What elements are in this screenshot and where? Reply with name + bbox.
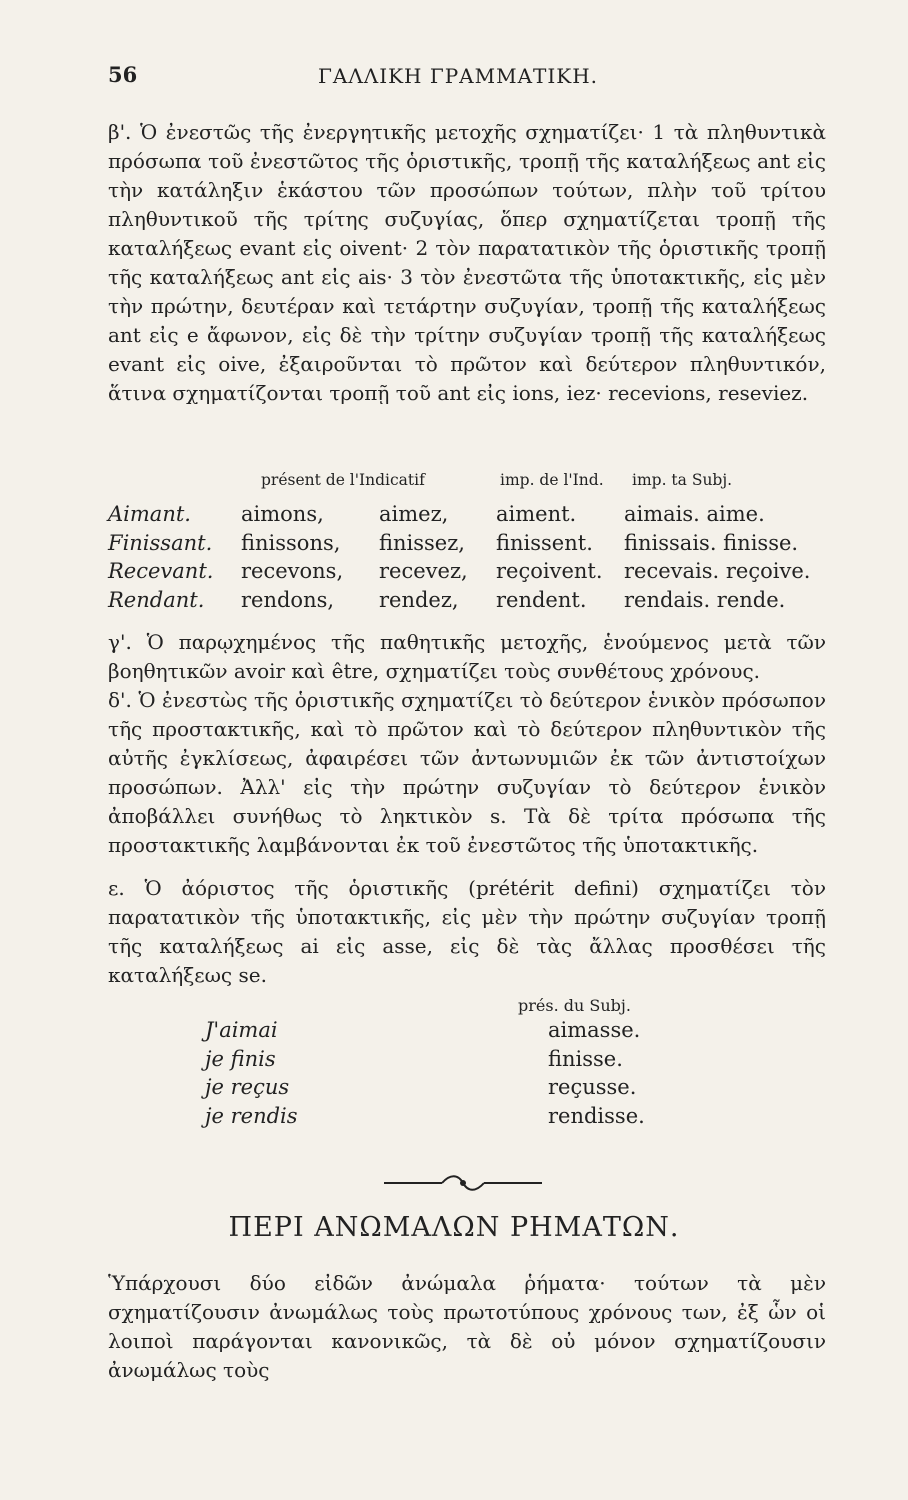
first-plural-cell: rendons, — [241, 587, 335, 612]
paragraph-irregular-verbs-text: Ὑπάρχουσι δύο εἰδῶν ἀνώμαλα ῥήματα· τούτων τὰ μὲν σχηματίζουσιν ἀνωμάλως τοὺς πρωτοτύπους χρόνους των, ἐξ ὧν οἱ λοιποὶ παράγονται κανονικῶς, τὰ δὲ οὐ μόνον σχηματίζουσιν ἀνωμάλως τοὺς — [108, 1271, 826, 1382]
imperfect-cell: rendais. rende. — [624, 587, 786, 612]
third-plural-cell: reçoivent. — [496, 559, 603, 583]
subjunctive-row — [205, 1073, 655, 1102]
paragraph-delta-text: δ'. Ὁ ἐνεστὼς τῆς ὁριστικῆς σχηματίζει τὸ δεύτερον ἑνικὸν πρόσωπον τῆς προστακτικῆς, καὶ τὸ πρῶτον καὶ τὸ δεύτερον πληθυντικὸν τῆς αὐτῆς ἐγκλίσεως, ἀφαιρέσει τῶν ἀντωνυμιῶν ἐκ τῶν ἀντιστοίχων προσώπων. Ἀλλ' εἰς τὴν πρώτην συζυγίαν τὸ δεύτερον ἑνικὸν ἀποβάλλει συνήθως τὸ ληκτικὸν s. Τὰ δὲ τρίτα πρόσωπα τῆς προστακτικῆς λαμβάνονται ἐκ τοῦ ἐνεστῶτος τῆς ὑποτακτικῆς. — [108, 688, 826, 857]
page-header — [0, 62, 908, 92]
conjugation-row — [108, 500, 826, 529]
paragraph-gamma — [108, 628, 826, 686]
paragraph-epsilon — [108, 874, 826, 990]
paragraph-delta — [108, 686, 826, 860]
second-plural-cell: aimez, — [379, 502, 449, 526]
imperfect-subjunctive-cell: aimasse. — [548, 1018, 641, 1042]
paragraph-epsilon-text: ε. Ὁ ἀόριστος τῆς ὁριστικῆς (prétérit defini) σχηματίζει τὸν παρατατικὸν τῆς ὑποτακτικῆς, εἰς μὲν τὴν πρώτην συζυγίαν τροπῇ τῆς καταλήξεως ai εἰς asse, εἰς δὲ τὰς ἄλλας προσθέσει τῆς καταλήξεως se. — [108, 876, 826, 987]
preterite-cell: je reçus — [205, 1075, 290, 1099]
heading-present-indicative: présent de l'Indicatif — [261, 471, 425, 489]
subjunctive-row — [205, 1045, 655, 1074]
heading-imperfect-subjunctive: imp. ta Subj. — [632, 471, 733, 489]
conjugation-table — [108, 500, 826, 614]
imperfect-cell: aimais. aime. — [624, 502, 765, 526]
first-plural-cell: aimons, — [241, 502, 324, 526]
subjunctive-table — [205, 1016, 655, 1130]
conjugation-row — [108, 586, 826, 615]
subjunctive-row — [205, 1016, 655, 1045]
imperfect-subjunctive-cell: rendisse. — [548, 1103, 645, 1128]
third-plural-cell: finissent. — [496, 530, 593, 555]
imperfect-subjunctive-cell: reçusse. — [548, 1075, 637, 1099]
conjugation-headings — [108, 471, 826, 493]
second-plural-cell: rendez, — [379, 587, 459, 612]
participle-cell: Aimant. — [108, 502, 191, 526]
imperfect-subjunctive-cell: finisse. — [548, 1046, 623, 1071]
subjunctive-row — [205, 1102, 655, 1131]
conjugation-row — [108, 529, 826, 558]
imperfect-cell: recevais. reçoive. — [624, 559, 811, 583]
paragraph-beta-text: β'. Ὁ ἐνεστῶς τῆς ἐνεργητικῆς μετοχῆς σχηματίζει· 1 τὰ πληθυντικὰ πρόσωπα τοῦ ἐνεστῶτος τῆς ὁριστικῆς, τροπῇ τῆς καταλήξεως ant εἰς τὴν κατάληξιν ἑκάστου τῶν προσώπων τούτων, πλὴν τοῦ τρίτου πληθυντικοῦ τῆς τρίτης συζυγίας, ὅπερ σχηματίζεται τροπῇ τῆς καταλήξεως evant εἰς oivent· 2 τὸν παρατατικὸν τῆς ὁριστικῆς τροπῇ τῆς καταλήξεως ant εἰς ais· 3 τὸν ἐνεστῶτα τῆς ὑποτακτικῆς, εἰς μὲν τὴν πρώτην, δευτέραν καὶ τετάρτην συζυγίαν, τροπῇ τῆς καταλήξεως ant εἰς e ἄφωνον, εἰς δὲ τὴν τρίτην συζυγίαν τροπῇ τῆς καταλήξεως evant εἰς oive, ἐξαιροῦνται τὸ πρῶτον καὶ δεύτερον πληθυντικόν, ἅτινα σχηματίζονται τροπῇ τοῦ ant εἰς ions, iez· recevions, reseviez. — [108, 120, 826, 405]
participle-cell: Finissant. — [108, 530, 213, 555]
participle-cell: Recevant. — [108, 559, 214, 583]
second-plural-cell: finissez, — [379, 530, 465, 555]
heading-imperfect-indicative: imp. de l'Ind. — [500, 471, 604, 489]
second-plural-cell: recevez, — [379, 559, 468, 583]
preterite-cell: je finis — [205, 1046, 276, 1071]
conjugation-row — [108, 557, 826, 586]
third-plural-cell: rendent. — [496, 587, 587, 612]
section-title: ΠΕΡΙ ΑΝΩΜΑΛΩΝ ΡΗΜΑΤΩΝ. — [228, 1212, 680, 1243]
third-plural-cell: aiment. — [496, 502, 577, 526]
paragraph-irregular-verbs — [108, 1269, 826, 1385]
paragraph-gamma-text: γ'. Ὁ παρῳχημένος τῆς παθητικῆς μετοχῆς, ἑνούμενος μετὰ τῶν βοηθητικῶν avoir καὶ être, σχηματίζει τοὺς συνθέτους χρόνους. — [108, 630, 826, 683]
subjunctive-heading: prés. du Subj. — [518, 996, 631, 1015]
decorative-ornament — [384, 1172, 542, 1194]
preterite-cell: J'aimai — [205, 1018, 278, 1042]
imperfect-cell: finissais. finisse. — [624, 530, 799, 555]
preterite-cell: je rendis — [205, 1103, 298, 1128]
first-plural-cell: recevons, — [241, 559, 344, 583]
paragraph-beta — [108, 118, 826, 408]
running-title: ΓΑΛΛΙΚΗ ΓΡΑΜΜΑΤΙΚΗ. — [318, 64, 599, 88]
participle-cell: Rendant. — [108, 587, 205, 612]
page-number: 56 — [108, 62, 138, 87]
first-plural-cell: finissons, — [241, 530, 341, 555]
